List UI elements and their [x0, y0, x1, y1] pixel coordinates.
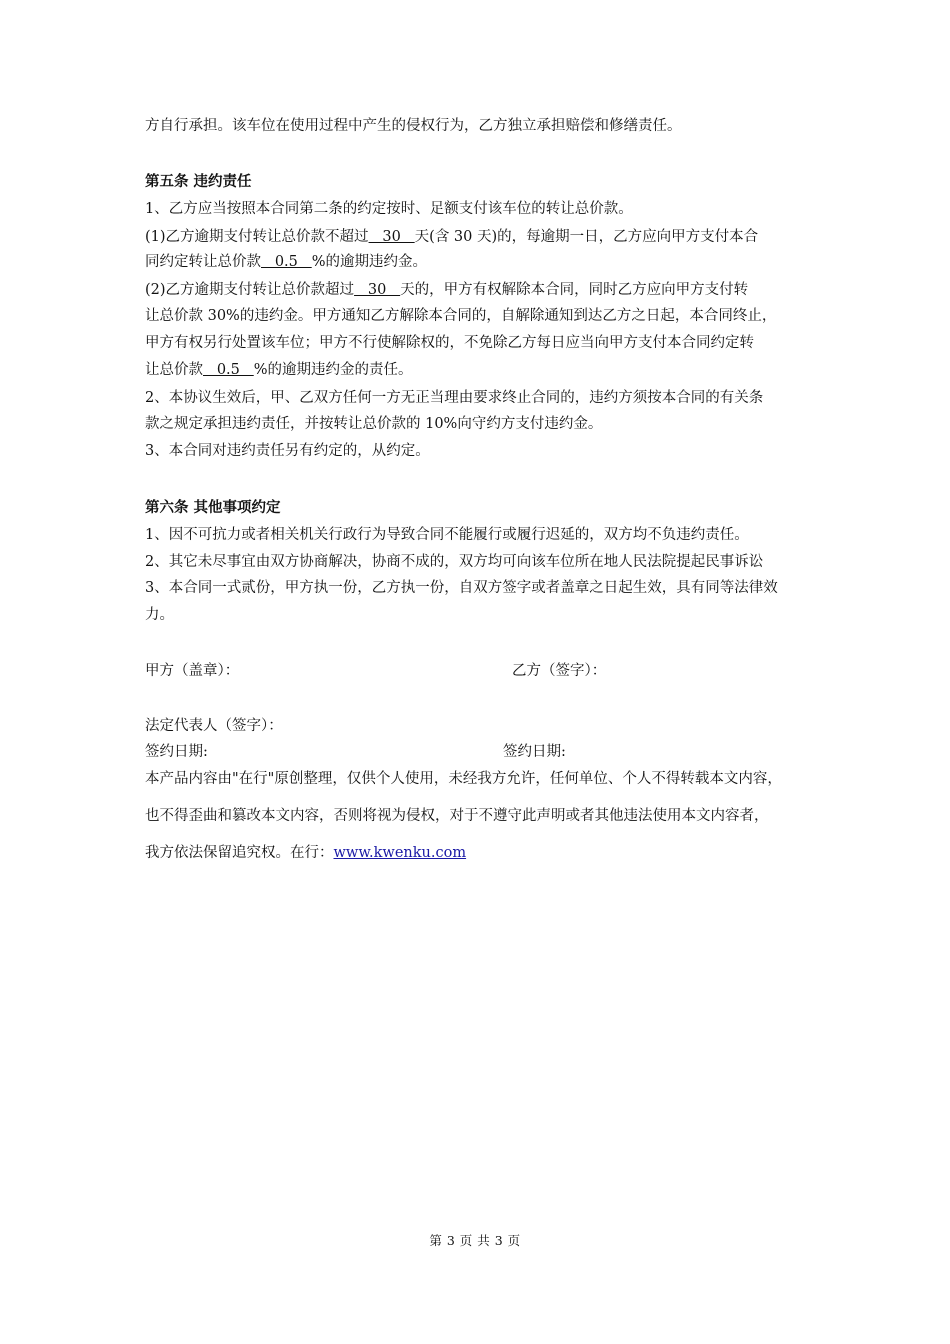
continuation-paragraph: 方自行承担。该车位在使用过程中产生的侵权行为，乙方独立承担赔偿和修缮责任。	[145, 118, 682, 134]
article-6-heading: 第六条 其他事项约定	[145, 499, 281, 516]
party-a-sign-date-label: 签约日期:	[145, 744, 208, 760]
text-segment: 天的，甲方有权解除本合同，同时乙方应向甲方支付转	[400, 282, 749, 298]
article-5-item-1b-line-1	[145, 280, 825, 300]
penalty-rate-blank: 0.5	[261, 254, 312, 270]
text-segment: %的逾期违约金。	[311, 254, 427, 270]
website-link[interactable]: www.kwenku.com	[333, 845, 467, 861]
copyright-notice-line-2: 也不得歪曲和篡改本文内容，否则将视为侵权，对于不遵守此声明或者其他违法使用本文内容者，	[145, 808, 769, 824]
text-segment: (1)乙方逾期支付转让总价款不超过	[145, 229, 369, 245]
article-6-item-2: 2、其它未尽事宜由双方协商解决，协商不成的，双方均可向该车位所在地人民法院提起民事诉讼	[145, 554, 764, 570]
article-5-item-3: 3、本合同对违约责任另有约定的，从约定。	[145, 443, 430, 459]
text-segment: 我方依法保留追究权。在行：	[145, 845, 334, 861]
text-segment: 同约定转让总价款	[145, 254, 261, 270]
text-segment: 让总价款	[145, 362, 203, 378]
article-6-item-3-line-2: 力。	[145, 607, 174, 623]
article-6-item-3-line-1: 3、本合同一式贰份，甲方执一份，乙方执一份，自双方签字或者盖章之日起生效，具有同等法律效	[145, 580, 778, 596]
text-segment: (2)乙方逾期支付转让总价款超过	[145, 282, 355, 298]
article-5-item-1: 1、乙方应当按照本合同第二条的约定按时、足额支付该车位的转让总价款。	[145, 201, 633, 217]
overdue-days-blank: 30	[354, 282, 401, 298]
article-5-heading: 第五条 违约责任	[145, 173, 252, 190]
page-number-footer: 第 3 页 共 3 页	[429, 1233, 521, 1248]
text-segment: %的逾期违约金的责任。	[253, 362, 413, 378]
penalty-rate-blank: 0.5	[203, 362, 254, 378]
text-segment: 天(含 30 天)的，每逾期一日，乙方应向甲方支付本合	[414, 229, 759, 245]
party-b-sign-date-label: 签约日期:	[503, 744, 566, 760]
article-5-item-1b-line-3: 甲方有权另行处置该车位；甲方不行使解除权的，不免除乙方每日应当向甲方支付本合同约定转	[145, 335, 754, 351]
article-5-item-1a-line-1	[145, 227, 825, 247]
copyright-notice-line-1: 本产品内容由"在行"原创整理，仅供个人使用，未经我方允许，任何单位、个人不得转载本文内容，	[145, 771, 782, 787]
article-5-item-2-line-1: 2、本协议生效后，甲、乙双方任何一方无正当理由要求终止合同的，违约方须按本合同的有关条	[145, 390, 764, 406]
article-5-item-2-line-2: 款之规定承担违约责任，并按转让总价款的 10%向守约方支付违约金。	[145, 416, 603, 432]
legal-representative-label: 法定代表人（签字）：	[145, 718, 283, 734]
article-5-item-1b-line-2: 让总价款 30%的违约金。甲方通知乙方解除本合同的，自解除通知到达乙方之日起，本合同终止，	[145, 308, 777, 324]
article-5-item-1b-line-4	[145, 360, 825, 380]
overdue-days-blank: 30	[368, 229, 415, 245]
article-5-item-1a-line-2	[145, 252, 825, 272]
copyright-notice-line-3	[145, 843, 825, 863]
article-6-item-1: 1、因不可抗力或者相关机关行政行为导致合同不能履行或履行迟延的，双方均不负违约责任。	[145, 527, 749, 543]
party-a-seal-label: 甲方（盖章）：	[145, 663, 240, 679]
party-b-signature-label: 乙方（签字）：	[512, 663, 607, 679]
